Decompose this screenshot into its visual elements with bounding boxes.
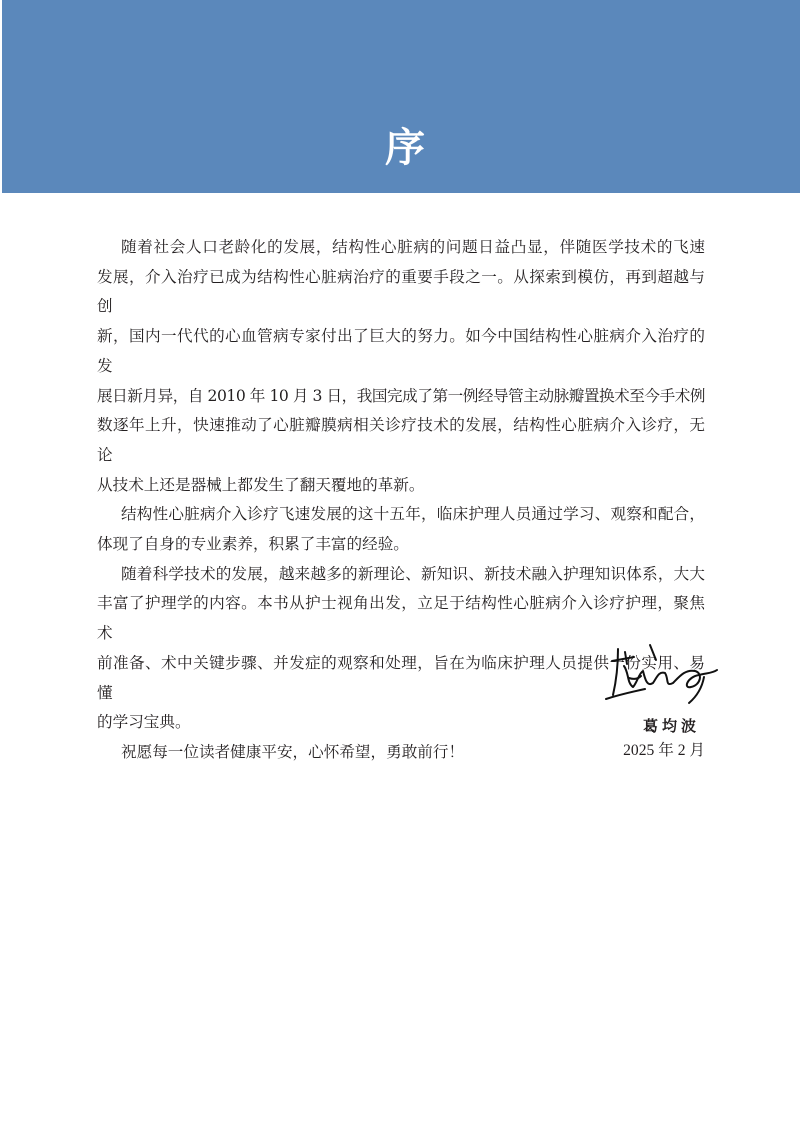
text-line: 祝愿每一位读者健康平安，心怀希望，勇敢前行！	[121, 742, 465, 761]
text-line: 体现了自身的专业素养，积累了丰富的经验。	[97, 535, 409, 554]
page-title: 序	[385, 125, 425, 171]
text-line: 前准备、术中关键步骤、并发症的观察和处理，旨在为临床护理人员提供一份实用、易懂	[97, 653, 705, 702]
text-line: 随着社会人口老龄化的发展，结构性心脏病的问题日益凸显，伴随医学技术的飞速	[121, 238, 705, 256]
text-line: 展日新月异，自 2010 年 10 月 3 日，我国完成了第一例经导管主动脉瓣置换术至今手术例	[97, 386, 705, 405]
handwritten-signature	[603, 642, 723, 717]
text-line: 丰富了护理学的内容。本书从护士视角出发，立足于结构性心脏病介入诊疗护理，聚焦术	[97, 594, 705, 643]
text-line: 结构性心脏病介入诊疗飞速发展的这十五年，临床护理人员通过学习、观察和配合，	[121, 505, 705, 524]
paragraph	[97, 233, 705, 500]
paragraph	[97, 738, 705, 768]
text-line: 的学习宝典。	[97, 713, 191, 732]
text-line: 数逐年上升，快速推动了心脏瓣膜病相关诊疗技术的发展，结构性心脏病介入诊疗，无论	[97, 416, 705, 464]
sign-date: 2025 年 2 月	[623, 742, 705, 759]
paragraph	[97, 500, 705, 559]
text-line: 发展，介入治疗已成为结构性心脏病治疗的重要手段之一。从探索到模仿，再到超越与创	[97, 267, 705, 316]
author-name: 葛均波	[642, 717, 700, 735]
text-line: 随着科学技术的发展，越来越多的新理论、新知识、新技术融入护理知识体系，大大	[121, 564, 705, 583]
text-line: 新，国内一代代的心血管病专家付出了巨大的努力。如今中国结构性心脏病介入治疗的发	[97, 327, 705, 375]
text-line: 从技术上还是器械上都发生了翻天覆地的革新。	[97, 475, 425, 494]
